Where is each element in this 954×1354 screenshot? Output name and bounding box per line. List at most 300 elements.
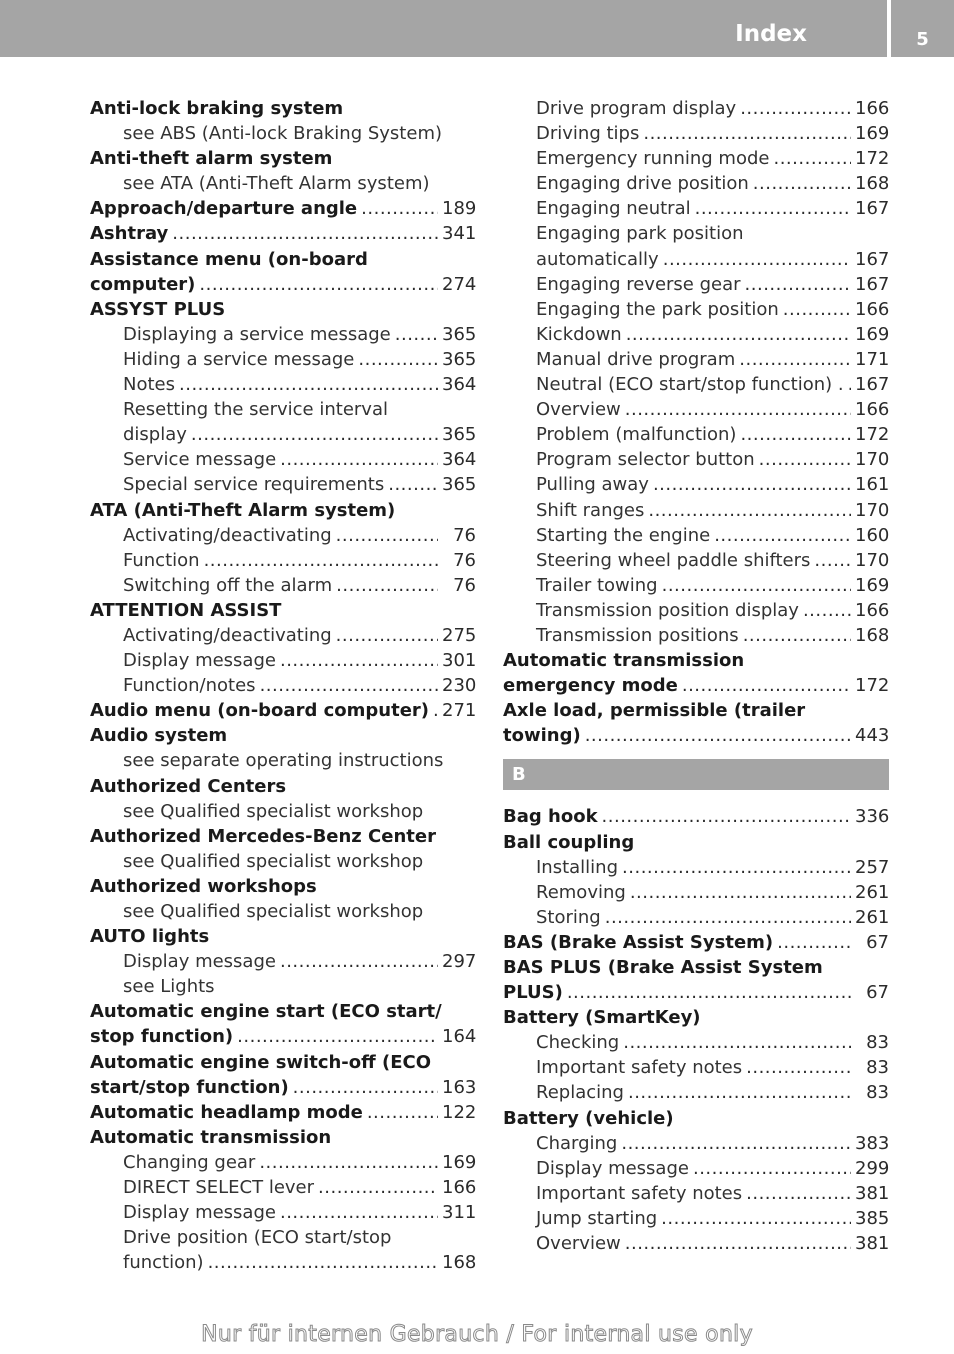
dot-leader: [318, 1175, 438, 1200]
dot-leader: [739, 347, 851, 372]
index-subentry: [503, 1030, 889, 1055]
section-header-b: B: [503, 759, 889, 790]
index-entry: [503, 930, 889, 955]
index-subentry: [503, 472, 889, 497]
dot-leader: [259, 1150, 438, 1175]
entry-text: Displaying a service message: [123, 323, 391, 345]
internal-use-watermark: Nur für internen Gebrauch / For internal use only: [201, 1322, 753, 1347]
entry-text: PLUS): [503, 982, 563, 1004]
entry-text: Changing gear: [123, 1151, 256, 1173]
index-subentry: [90, 799, 476, 824]
entry-text: Notes: [123, 374, 175, 396]
index-entry: [90, 924, 476, 949]
index-subentry: [90, 623, 476, 648]
entry-text: Problem (malfunction): [536, 424, 737, 446]
page-reference: 172: [855, 148, 890, 170]
page-reference: 383: [855, 1132, 890, 1154]
dot-leader: [280, 1200, 438, 1225]
entry-text: emergency mode: [503, 675, 678, 697]
entry-text: Drive position (ECO start/stop: [123, 1227, 392, 1249]
dot-leader: [661, 1206, 851, 1231]
page-reference: 170: [855, 549, 890, 571]
entry-text: Axle load, permissible (trailer: [503, 700, 806, 722]
dot-leader: [783, 297, 851, 322]
page-reference: 169: [855, 574, 890, 596]
index-entry: [90, 196, 476, 221]
entry-text: Installing: [536, 856, 619, 878]
index-subentry: [90, 1225, 476, 1250]
index-entry: [90, 698, 476, 723]
index-entry: [503, 648, 889, 673]
entry-text: see Qualified specialist workshop: [123, 901, 424, 922]
index-subentry: [90, 1200, 476, 1225]
dot-leader: [204, 548, 438, 573]
index-subentry: [90, 322, 476, 347]
entry-text: Steering wheel paddle shifters: [536, 549, 811, 571]
dot-leader: [358, 347, 438, 372]
page-reference: 230: [442, 675, 477, 697]
entry-text: Important safety notes: [536, 1057, 743, 1079]
entry-text: Replacing: [536, 1082, 624, 1104]
index-entry: [90, 999, 476, 1024]
entry-text: Engaging the park position: [536, 298, 779, 320]
index-subentry: [503, 523, 889, 548]
entry-text: Function: [123, 549, 200, 571]
index-subentry: [90, 1175, 476, 1200]
entry-text: Automatic engine start (ECO start/: [90, 1001, 442, 1023]
entry-text: Charging: [536, 1132, 618, 1154]
index-subentry: [90, 748, 476, 773]
entry-text: Anti-theft alarm system: [90, 148, 333, 170]
page-reference: 443: [855, 725, 890, 747]
page-reference: 365: [442, 348, 477, 370]
entry-text: Engaging park position: [536, 223, 744, 245]
index-subentry: [90, 974, 476, 999]
page-reference: 166: [855, 399, 890, 421]
page-title: Index: [735, 21, 807, 47]
page-reference: 365: [442, 424, 477, 446]
entry-text: ASSYST PLUS: [90, 298, 226, 320]
page-reference: 172: [855, 675, 890, 697]
dot-leader: [237, 1024, 438, 1049]
entry-text: Emergency running mode: [536, 148, 770, 170]
index-entry: [90, 297, 476, 322]
page-reference: 168: [442, 1252, 477, 1274]
index-subentry: [503, 1055, 889, 1080]
dot-leader: [280, 648, 438, 673]
entry-text: Drive program display: [536, 98, 737, 119]
index-entry: [90, 1075, 476, 1100]
index-subentry: [503, 221, 889, 246]
entry-text: automatically: [536, 248, 659, 270]
index-subentry: [503, 1156, 889, 1181]
index-entry: [503, 955, 889, 980]
index-subentry: [503, 598, 889, 623]
entry-text: Automatic engine switch-off (ECO: [90, 1051, 432, 1073]
page-reference: 67: [866, 982, 889, 1004]
page-reference: 160: [855, 524, 890, 546]
page-reference: 364: [442, 449, 477, 471]
index-entry: [90, 498, 476, 523]
index-subentry: [503, 272, 889, 297]
entry-text: Engaging drive position: [536, 173, 749, 195]
dot-leader: [743, 623, 851, 648]
entry-text: Activating/deactivating: [123, 524, 332, 546]
entry-text: ATA (Anti-Theft Alarm system): [90, 499, 396, 521]
page-reference: 67: [866, 931, 889, 953]
entry-text: AUTO lights: [90, 926, 210, 948]
entry-text: Display message: [123, 650, 276, 672]
dot-leader: [625, 1231, 851, 1256]
index-entry: [90, 96, 476, 121]
entry-text: Display message: [123, 951, 276, 973]
entry-text: Authorized Centers: [90, 775, 287, 797]
dot-leader: [336, 573, 438, 598]
page-reference: 170: [855, 449, 890, 471]
entry-text: Automatic transmission: [90, 1126, 332, 1148]
entry-text: Ashtray: [90, 223, 169, 245]
dot-leader: [623, 1030, 851, 1055]
dot-leader: [740, 96, 851, 121]
entry-text: Overview: [536, 1233, 621, 1255]
index-entry: [503, 830, 889, 855]
page-reference: 341: [442, 223, 477, 245]
dot-leader: [630, 880, 851, 905]
index-subentry: [503, 905, 889, 930]
page-reference: 189: [442, 198, 477, 220]
index-subentry: [90, 523, 476, 548]
page-reference: 274: [442, 273, 477, 295]
index-entry: [90, 1050, 476, 1075]
dot-leader: [745, 272, 851, 297]
dot-leader: [662, 573, 851, 598]
dot-leader: [695, 196, 851, 221]
page-reference: 171: [855, 348, 890, 370]
dot-leader: [621, 1131, 851, 1156]
index-subentry: [90, 673, 476, 698]
entry-text: towing): [503, 725, 581, 747]
index-subentry: [90, 347, 476, 372]
index-subentry: [503, 880, 889, 905]
dot-leader: [759, 447, 851, 472]
dot-leader: [777, 930, 851, 955]
page-reference: 168: [855, 624, 890, 646]
dot-leader: [626, 322, 851, 347]
entry-text: Removing: [536, 881, 626, 903]
entry-text: start/stop function): [90, 1076, 289, 1098]
entry-text: Display message: [536, 1157, 689, 1179]
index-group-b: [503, 804, 889, 1256]
entry-text: Engaging reverse gear: [536, 273, 741, 295]
entry-text: Shift ranges: [536, 499, 645, 521]
page-reference: 168: [855, 173, 890, 195]
dot-leader: [622, 855, 851, 880]
dot-leader: [191, 422, 438, 447]
index-subentry: [90, 171, 476, 196]
entry-text: see Lights: [123, 976, 215, 998]
entry-text: Hiding a service message: [123, 348, 355, 370]
index-subentry: [503, 171, 889, 196]
page-reference: 336: [855, 806, 890, 828]
dot-leader: [848, 372, 851, 397]
entry-text: Jump starting: [536, 1207, 658, 1229]
page-number: 5: [916, 29, 929, 50]
index-entry: [503, 698, 889, 723]
index-entry: [90, 723, 476, 748]
dot-leader: [605, 905, 851, 930]
entry-text: Authorized Mercedes-Benz Center: [90, 825, 436, 847]
dot-leader: [280, 949, 438, 974]
page-reference: 271: [442, 700, 477, 722]
index-subentry: [503, 573, 889, 598]
page-reference: 166: [855, 98, 890, 119]
header-bar: [0, 0, 887, 57]
index-entry: [503, 723, 889, 748]
page-reference: 275: [442, 624, 477, 646]
dot-leader: [280, 447, 438, 472]
dot-leader: [199, 272, 438, 297]
index-subentry: [503, 397, 889, 422]
index-subentry: [503, 447, 889, 472]
dot-leader: [179, 372, 438, 397]
entry-text: Program selector button: [536, 449, 755, 471]
page-reference: 261: [855, 906, 890, 928]
dot-leader: [625, 397, 851, 422]
index-subentry: [503, 347, 889, 372]
dot-leader: [395, 322, 438, 347]
dot-leader: [714, 523, 851, 548]
entry-text: see Qualified specialist workshop: [123, 800, 424, 822]
index-subentry: [90, 899, 476, 924]
page-number-box: [891, 0, 954, 57]
index-entry: [90, 598, 476, 623]
dot-leader: [643, 121, 851, 146]
index-entry: [90, 272, 476, 297]
page-reference: 170: [855, 499, 890, 521]
page-reference: 365: [442, 474, 477, 496]
dot-leader: [336, 623, 438, 648]
index-subentry: [503, 623, 889, 648]
entry-text: Kickdown: [536, 323, 622, 345]
index-entry: [90, 1100, 476, 1125]
page-reference: 381: [855, 1233, 890, 1255]
page-reference: 169: [855, 323, 890, 345]
page-reference: 167: [855, 374, 890, 396]
page-reference: 166: [442, 1177, 477, 1199]
dot-leader: [653, 472, 851, 497]
index-column-right: [503, 96, 889, 1256]
entry-text: Automatic transmission: [503, 650, 745, 672]
page-reference: 167: [855, 198, 890, 220]
entry-text: BAS PLUS (Brake Assist System: [503, 957, 823, 978]
index-entry: [503, 1106, 889, 1131]
entry-text: see separate operating instructions: [123, 750, 444, 772]
index-subentry: [90, 422, 476, 447]
dot-leader: [433, 698, 438, 723]
dot-leader: [367, 1100, 438, 1125]
page-reference: 166: [855, 599, 890, 621]
entry-text: Authorized workshops: [90, 875, 317, 897]
dot-leader: [293, 1075, 438, 1100]
entry-text: Overview: [536, 399, 621, 421]
page-reference: 83: [866, 1032, 889, 1054]
page-reference: 167: [855, 248, 890, 270]
dot-leader: [814, 548, 851, 573]
entry-text: Important safety notes: [536, 1182, 743, 1204]
index-subentry: [90, 548, 476, 573]
index-subentry: [503, 1080, 889, 1105]
index-subentry: [503, 297, 889, 322]
dot-leader: [773, 146, 851, 171]
index-column-left: [90, 96, 476, 1275]
entry-text: Storing: [536, 906, 601, 928]
dot-leader: [585, 723, 851, 748]
entry-text: stop function): [90, 1026, 234, 1048]
entry-text: Special service requirements: [123, 474, 385, 496]
page-reference: 385: [855, 1207, 890, 1229]
entry-text: DIRECT SELECT lever: [123, 1177, 315, 1199]
entry-text: Battery (SmartKey): [503, 1007, 701, 1029]
entry-text: Bag hook: [503, 806, 598, 828]
entry-text: see ABS (Anti-lock Braking System): [123, 123, 442, 145]
index-entry: [90, 247, 476, 272]
entry-text: Ball coupling: [503, 831, 635, 853]
page-reference: 364: [442, 374, 477, 396]
index-entry: [90, 1125, 476, 1150]
index-subentry: [90, 949, 476, 974]
index-subentry: [90, 849, 476, 874]
entry-text: Trailer towing: [536, 574, 658, 596]
page-reference: 169: [855, 123, 890, 145]
dot-leader: [682, 673, 851, 698]
entry-text: Audio menu (on-board computer): [90, 700, 430, 722]
dot-leader: [628, 1080, 851, 1105]
index-entry: [90, 824, 476, 849]
entry-text: display: [123, 424, 187, 446]
index-subentry: [503, 1131, 889, 1156]
dot-leader: [567, 980, 851, 1005]
dot-leader: [753, 171, 851, 196]
dot-leader: [648, 498, 851, 523]
entry-text: Manual drive program: [536, 348, 736, 370]
dot-leader: [336, 523, 438, 548]
index-subentry: [90, 372, 476, 397]
index-subentry: [90, 397, 476, 422]
index-subentry: [90, 1150, 476, 1175]
page-reference: 122: [442, 1101, 477, 1123]
page-reference: 257: [855, 856, 890, 878]
page-reference: 164: [442, 1026, 477, 1048]
index-entry: [503, 980, 889, 1005]
dot-leader: [260, 673, 438, 698]
entry-text: Service message: [123, 449, 277, 471]
page-reference: 76: [453, 524, 476, 546]
page-reference: 172: [855, 424, 890, 446]
index-subentry: [503, 196, 889, 221]
page-reference: 381: [855, 1182, 890, 1204]
index-entry: [90, 1024, 476, 1049]
dot-leader: [208, 1250, 438, 1275]
index-subentry: [503, 247, 889, 272]
entry-text: Audio system: [90, 725, 228, 747]
page-reference: 297: [442, 951, 477, 973]
index-subentry: [503, 422, 889, 447]
index-entry: [90, 774, 476, 799]
index-subentry: [90, 1250, 476, 1275]
dot-leader: [663, 247, 851, 272]
page-reference: 83: [866, 1082, 889, 1104]
index-subentry: [503, 1231, 889, 1256]
dot-leader: [740, 422, 851, 447]
index-subentry: [503, 322, 889, 347]
dot-leader: [361, 196, 438, 221]
entry-text: BAS (Brake Assist System): [503, 931, 774, 953]
dot-leader: [602, 804, 851, 829]
entry-text: Function/notes: [123, 675, 256, 697]
index-subentry: [503, 498, 889, 523]
entry-text: Assistance menu (on-board: [90, 248, 368, 270]
page-reference: 301: [442, 650, 477, 672]
page-reference: 76: [453, 549, 476, 571]
index-entry: [90, 146, 476, 171]
entry-text: Transmission position display: [536, 599, 799, 621]
entry-text: Starting the engine: [536, 524, 711, 546]
index-subentry: [503, 548, 889, 573]
index-subentry: [90, 573, 476, 598]
index-subentry: [90, 648, 476, 673]
entry-text: Approach/departure angle: [90, 198, 358, 220]
index-group-automatic: [503, 96, 889, 748]
page-reference: 166: [855, 298, 890, 320]
page-reference: 365: [442, 323, 477, 345]
index-subentry: [503, 372, 889, 397]
entry-text: function): [123, 1252, 204, 1274]
entry-text: Engaging neutral: [536, 198, 691, 220]
page-reference: 163: [442, 1076, 477, 1098]
page-reference: 169: [442, 1151, 477, 1173]
entry-text: Anti-lock braking system: [90, 98, 344, 119]
entry-text: Pulling away: [536, 474, 649, 496]
entry-text: Checking: [536, 1032, 620, 1054]
index-subentry: [503, 146, 889, 171]
entry-text: Driving tips: [536, 123, 640, 145]
entry-text: Transmission positions: [536, 624, 739, 646]
dot-leader: [746, 1181, 851, 1206]
dot-leader: [746, 1055, 851, 1080]
entry-text: Neutral (ECO start/stop function) .: [536, 374, 844, 396]
index-subentry: [90, 121, 476, 146]
dot-leader: [803, 598, 851, 623]
entry-text: computer): [90, 273, 196, 295]
page-reference: 76: [453, 574, 476, 596]
dot-leader: [693, 1156, 851, 1181]
page-reference: 167: [855, 273, 890, 295]
index-entry: [90, 221, 476, 246]
index-subentry: [503, 1181, 889, 1206]
page-reference: 299: [855, 1157, 890, 1179]
entry-text: Display message: [123, 1202, 276, 1224]
index-entry: [503, 673, 889, 698]
entry-text: ATTENTION ASSIST: [90, 599, 282, 621]
index-entry: [503, 804, 889, 829]
index-entry: [503, 1005, 889, 1030]
entry-text: Battery (vehicle): [503, 1107, 674, 1129]
index-subentry: [503, 96, 889, 121]
page-reference: 161: [855, 474, 890, 496]
entry-text: Activating/deactivating: [123, 624, 332, 646]
entry-text: see Qualified specialist workshop: [123, 850, 424, 872]
dot-leader: [388, 472, 438, 497]
